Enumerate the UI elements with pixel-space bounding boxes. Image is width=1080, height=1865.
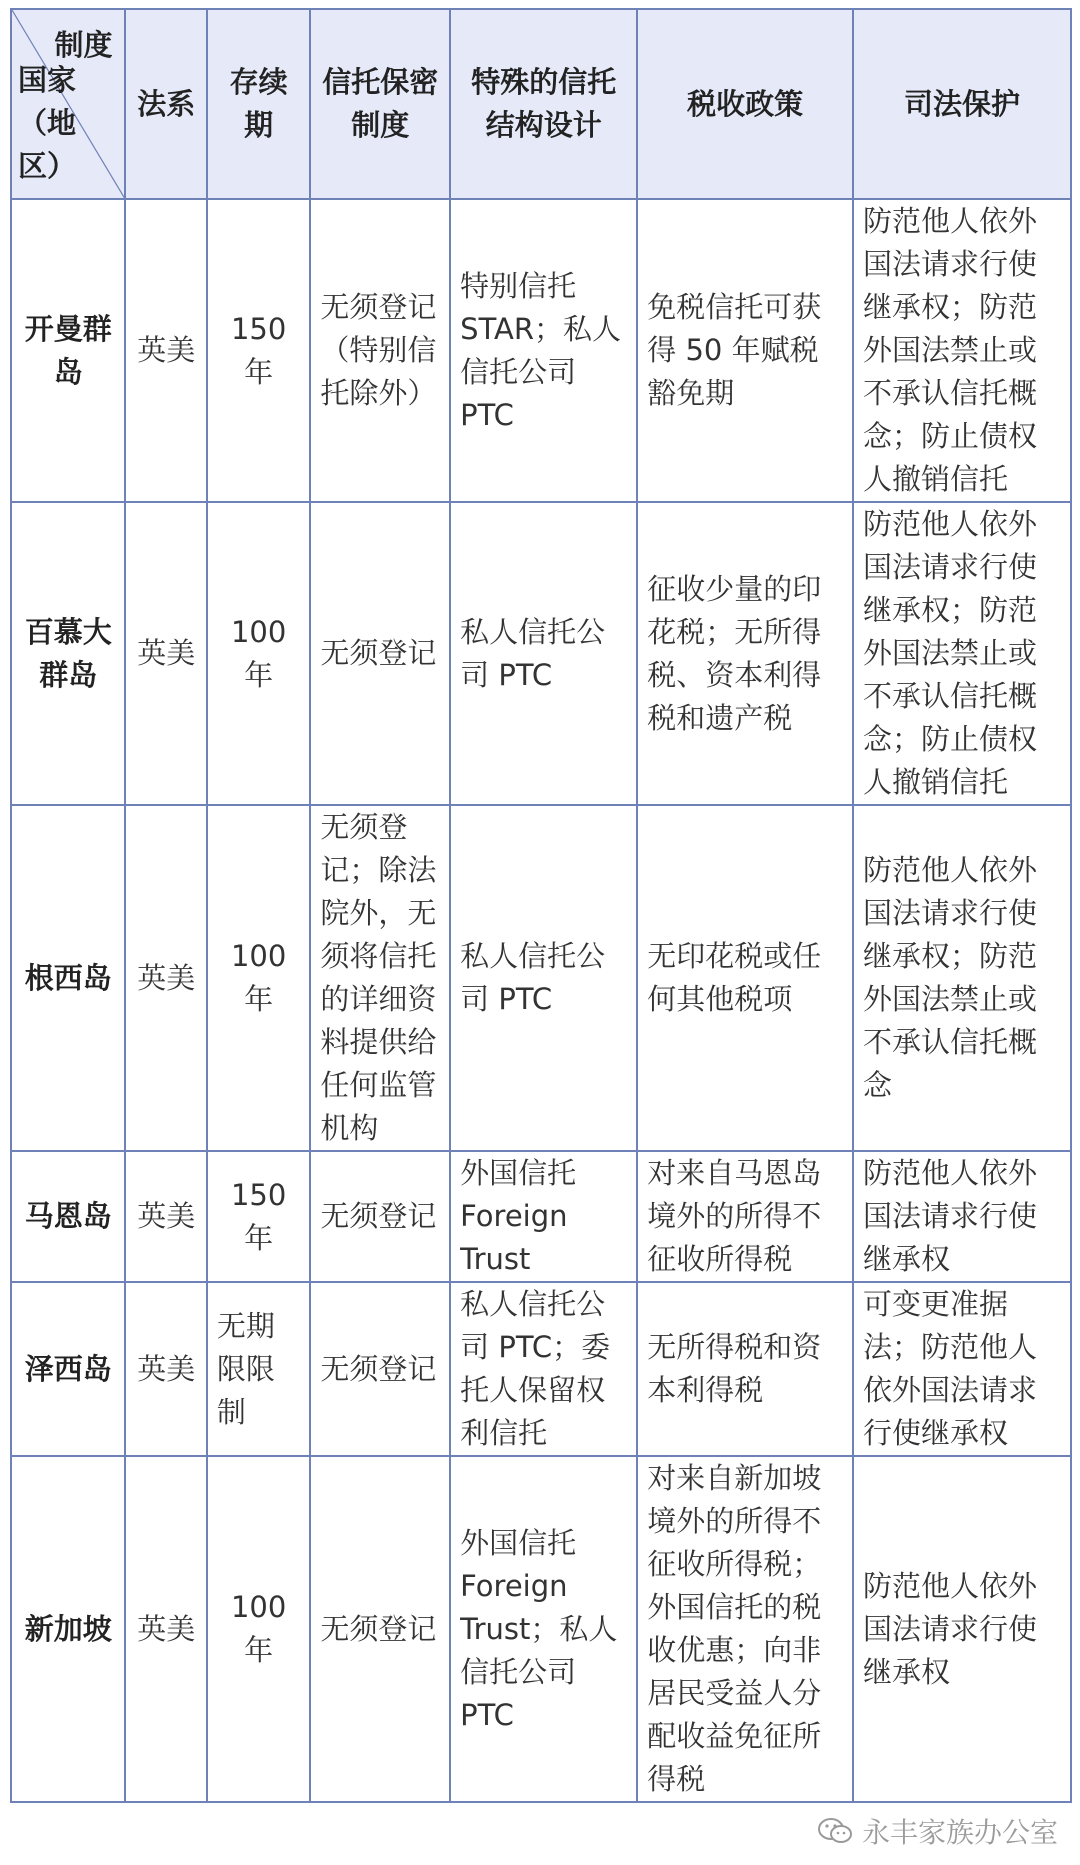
header-row [11,9,1071,199]
header-tax: 税收政策 [637,9,853,199]
table-row [11,805,1071,1151]
duration-cell: 150 年 [207,1151,310,1282]
confidential-cell: 无须登记；除法院外，无须将信托的详细资料提供给任何监管机构 [310,805,450,1151]
tax-cell: 无印花税或任何其他税项 [637,805,853,1151]
law-cell: 英美 [125,1151,206,1282]
country-cell: 马恩岛 [11,1151,125,1282]
law-cell: 英美 [125,502,206,805]
table-row [11,1456,1071,1802]
country-cell: 新加坡 [11,1456,125,1802]
tax-cell: 对来自新加坡境外的所得不征收所得税；外国信托的税收优惠；向非居民受益人分配收益免征所得税 [637,1456,853,1802]
structure-cell: 私人信托公司 PTC [450,502,637,805]
table-row [11,1151,1071,1282]
duration-cell: 100 年 [207,1456,310,1802]
duration-cell: 无期限限制 [207,1282,310,1456]
confidential-cell: 无须登记 [310,1282,450,1456]
confidential-cell: 无须登记 [310,1456,450,1802]
header-law: 法系 [125,9,206,199]
corner-header-cell [11,9,125,199]
table-row [11,502,1071,805]
watermark [816,1811,1058,1851]
header-confidential: 信托保密制度 [310,9,450,199]
duration-cell: 150 年 [207,199,310,502]
wechat-icon [816,1816,854,1846]
table-row [11,1282,1071,1456]
duration-cell: 100 年 [207,502,310,805]
confidential-cell: 无须登记 [310,502,450,805]
law-cell: 英美 [125,805,206,1151]
country-cell: 开曼群岛 [11,199,125,502]
law-cell: 英美 [125,199,206,502]
watermark-text: 永丰家族办公室 [861,1816,1058,1849]
law-cell: 英美 [125,1282,206,1456]
confidential-cell: 无须登记（特别信托除外） [310,199,450,502]
country-cell: 根西岛 [11,805,125,1151]
trust-comparison-table [10,8,1072,1803]
protection-cell: 防范他人依外国法请求行使继承权；防范外国法禁止或不承认信托概念；防止债权人撤销信托 [853,199,1071,502]
protection-cell: 可变更准据法；防范他人依外国法请求行使继承权 [853,1282,1071,1456]
tax-cell: 无所得税和资本利得税 [637,1282,853,1456]
protection-cell: 防范他人依外国法请求行使继承权 [853,1151,1071,1282]
structure-cell: 外国信托 Foreign Trust [450,1151,637,1282]
structure-cell: 私人信托公司 PTC；委托人保留权利信托 [450,1282,637,1456]
tax-cell: 免税信托可获得 50 年赋税豁免期 [637,199,853,502]
corner-label-bottom-text: 国家（地区） [18,63,77,183]
tax-cell: 征收少量的印花税；无所得税、资本利得税和遗产税 [637,502,853,805]
protection-cell: 防范他人依外国法请求行使继承权 [853,1456,1071,1802]
header-structure: 特殊的信托结构设计 [450,9,637,199]
tax-cell: 对来自马恩岛境外的所得不征收所得税 [637,1151,853,1282]
protection-cell: 防范他人依外国法请求行使继承权；防范外国法禁止或不承认信托概念；防止债权人撤销信托 [853,502,1071,805]
country-cell: 泽西岛 [11,1282,125,1456]
corner-label-bottom [18,59,98,188]
structure-cell: 外国信托 Foreign Trust；私人信托公司 PTC [450,1456,637,1802]
confidential-cell: 无须登记 [310,1151,450,1282]
duration-cell: 100 年 [207,805,310,1151]
header-duration: 存续期 [207,9,310,199]
law-cell: 英美 [125,1456,206,1802]
table-row [11,199,1071,502]
corner-label-top: 制度 [54,28,113,62]
country-cell: 百慕大群岛 [11,502,125,805]
structure-cell: 特别信托 STAR；私人信托公司 PTC [450,199,637,502]
header-protection: 司法保护 [853,9,1071,199]
protection-cell: 防范他人依外国法请求行使继承权；防范外国法禁止或不承认信托概念 [853,805,1071,1151]
structure-cell: 私人信托公司 PTC [450,805,637,1151]
